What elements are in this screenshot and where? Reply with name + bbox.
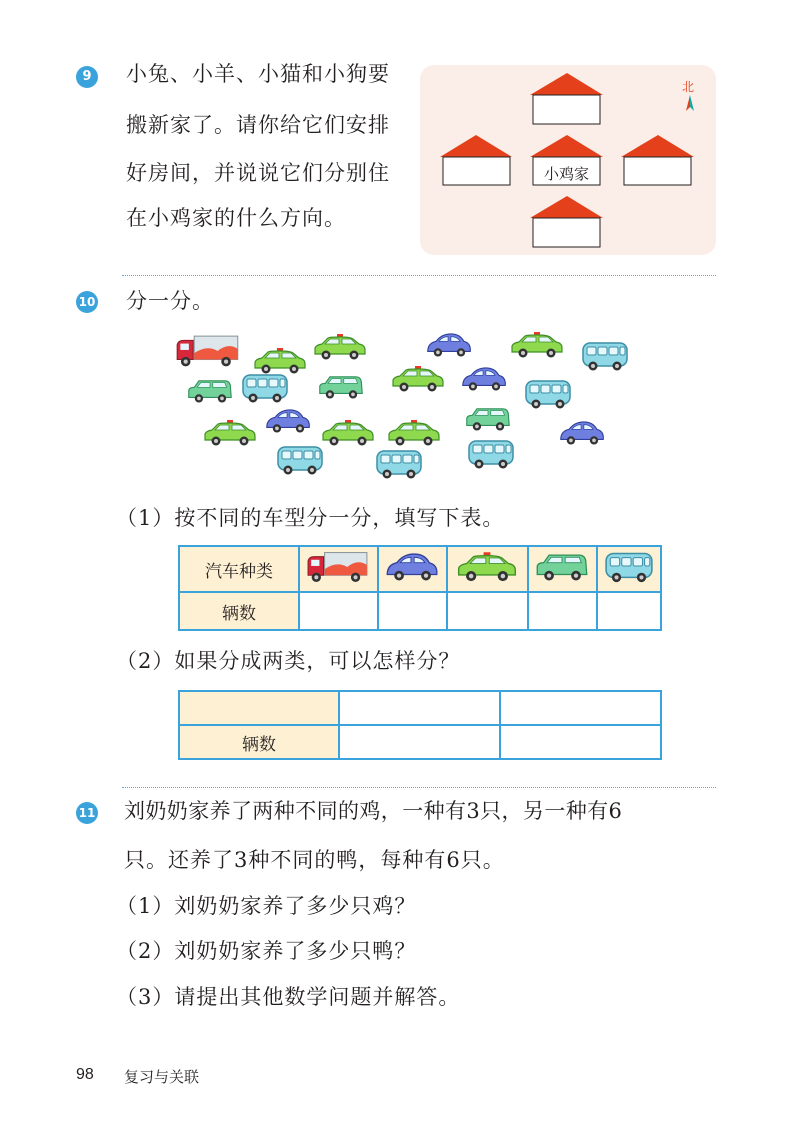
problem-11-line-2: 只。还养了3种不同的鸭，每种有6只。 bbox=[124, 848, 505, 872]
problem-11-question-3: （3）请提出其他数学问题并解答。 bbox=[116, 985, 461, 1009]
vehicle-type-header: 汽车种类 bbox=[179, 546, 299, 592]
group-1-count-cell[interactable] bbox=[339, 725, 500, 759]
suv-icon bbox=[534, 550, 590, 584]
vehicle-type-taxi-cell bbox=[447, 546, 528, 592]
vehicle-type-truck-cell bbox=[299, 546, 378, 592]
two-group-table bbox=[178, 690, 662, 760]
truck-count-cell[interactable] bbox=[299, 592, 378, 630]
problem-10-question-2: （2）如果分成两类，可以怎样分？ bbox=[116, 649, 461, 673]
truck-icon bbox=[306, 550, 370, 584]
problem-10-question-1: （1）按不同的车型分一分，填写下表。 bbox=[116, 506, 505, 530]
vehicle-pile bbox=[170, 326, 640, 486]
beetle-count-cell[interactable] bbox=[378, 592, 447, 630]
minibus-icon bbox=[603, 550, 655, 584]
north-label: 北 bbox=[682, 80, 695, 94]
beetle-car-icon bbox=[384, 550, 440, 584]
page-number: 98 bbox=[76, 1066, 94, 1083]
problem-9-line-1: 小兔、小羊、小猫和小狗要 bbox=[126, 62, 390, 86]
minibus-icon bbox=[243, 375, 287, 403]
problem-10-title: 分一分。 bbox=[126, 289, 214, 313]
divider-2 bbox=[122, 787, 716, 788]
taxi-count-cell[interactable] bbox=[447, 592, 528, 630]
suv-icon bbox=[189, 381, 231, 403]
taxi-icon bbox=[454, 550, 520, 584]
suv-count-cell[interactable] bbox=[528, 592, 597, 630]
minibus-icon bbox=[469, 441, 513, 469]
house-map-panel bbox=[420, 65, 716, 255]
problem-9-line-3: 好房间，并说说它们分别住 bbox=[126, 161, 390, 185]
taxi-icon bbox=[389, 420, 439, 446]
problem-9-line-4: 在小鸡家的什么方向。 bbox=[126, 206, 346, 230]
minibus-icon bbox=[526, 381, 570, 409]
divider-1 bbox=[122, 275, 716, 276]
problem-10-badge: 10 bbox=[76, 291, 98, 313]
section-title: 复习与关联 bbox=[124, 1068, 200, 1086]
taxi-icon bbox=[205, 420, 255, 446]
taxi-icon bbox=[315, 334, 365, 360]
group-2-name-cell[interactable] bbox=[500, 691, 661, 725]
suv-icon bbox=[320, 377, 362, 399]
beetle-car-icon bbox=[463, 368, 506, 391]
taxi-icon bbox=[255, 348, 305, 374]
minibus-icon bbox=[583, 343, 627, 371]
problem-9-line-2: 搬新家了。请你给它们安排 bbox=[126, 113, 390, 137]
house-right[interactable] bbox=[621, 135, 694, 185]
north-arrow-icon bbox=[686, 95, 694, 111]
vehicle-count-label: 辆数 bbox=[179, 592, 299, 630]
vehicle-type-table bbox=[178, 545, 662, 631]
beetle-car-icon bbox=[267, 410, 310, 433]
center-house-label: 小鸡家 bbox=[543, 165, 589, 183]
suv-icon bbox=[467, 409, 509, 431]
vehicle-type-suv-cell bbox=[528, 546, 597, 592]
problem-11-badge: 11 bbox=[76, 802, 98, 824]
group-header-blank bbox=[179, 691, 339, 725]
taxi-icon bbox=[323, 420, 373, 446]
beetle-car-icon bbox=[561, 422, 604, 445]
house-map-drawing bbox=[420, 65, 716, 255]
vehicle-type-beetle-cell bbox=[378, 546, 447, 592]
beetle-car-icon bbox=[428, 334, 471, 357]
vehicle-type-minibus-cell bbox=[597, 546, 661, 592]
problem-11-line-1: 刘奶奶家养了两种不同的鸡，一种有3只，另一种有6 bbox=[124, 799, 623, 823]
house-top[interactable] bbox=[530, 73, 603, 124]
minibus-count-cell[interactable] bbox=[597, 592, 661, 630]
house-left[interactable] bbox=[440, 135, 512, 185]
problem-11-question-1: （1）刘奶奶家养了多少只鸡？ bbox=[116, 894, 417, 918]
problem-9-badge: 9 bbox=[76, 66, 98, 88]
minibus-icon bbox=[377, 451, 421, 479]
group-count-label: 辆数 bbox=[179, 725, 339, 759]
house-bottom[interactable] bbox=[530, 196, 603, 247]
group-2-count-cell[interactable] bbox=[500, 725, 661, 759]
taxi-icon bbox=[512, 332, 562, 358]
group-1-name-cell[interactable] bbox=[339, 691, 500, 725]
taxi-icon bbox=[393, 366, 443, 392]
truck-icon bbox=[177, 336, 238, 366]
minibus-icon bbox=[278, 447, 322, 475]
problem-11-question-2: （2）刘奶奶家养了多少只鸭？ bbox=[116, 939, 417, 963]
vehicle-pile-drawing bbox=[170, 326, 640, 486]
